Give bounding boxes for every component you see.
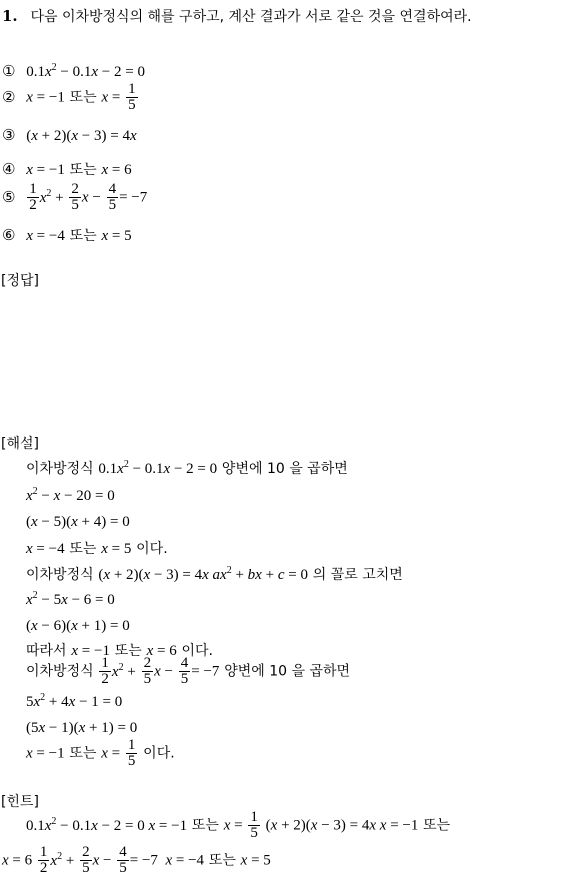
hint-line-1: $0.1x^2 - 0.1x - 2 = 0$ x = −1 또는 x = $\frac{1}{5}$ (x + 2)(x − 3) = 4x x = −1 또는 <box>26 809 451 841</box>
problem-header <box>2 6 472 27</box>
hint-line-2: x = 6 $\frac{1}{2}$ $x^2$ + $\frac{2}{5}$ x − $\frac{4}{5}$ = −7 x = −4 또는 x = 5 <box>2 844 271 876</box>
sol-line-12: x = −1 또는 x = $\frac{1}{5}$ 이다. <box>26 737 175 769</box>
sol-line-10: $5x^2 + 4x - 1 = 0$ <box>26 692 123 710</box>
sol-line-9: 이차방정식 $\frac{1}{2}$ $x^2$ + $\frac{2}{5}$ x − $\frac{4}{5}$ = −7 양변에 10 을 곱하면 <box>26 655 351 687</box>
choice-5: ⑤ $\frac{1}{2}$ $x^2$ + $\frac{2}{5}$ x − $\frac{4}{5}$ = −7 <box>2 181 148 213</box>
sol-line-6: $x^2 - 5x - 6 = 0$ <box>26 590 115 608</box>
sol-line-7: (x − 6)(x + 1) = 0 <box>26 618 130 634</box>
problem-number: 1. <box>2 7 18 25</box>
sol-line-3: (x − 5)(x + 4) = 0 <box>26 514 130 530</box>
choice-4: ④ x = −1 또는 x = 6 <box>2 160 132 178</box>
sol-line-2: $x^2 - x - 20 = 0$ <box>26 486 115 504</box>
problem-text: 다음 이차방정식의 해를 구하고, 계산 결과가 서로 같은 것을 연결하여라. <box>30 9 472 25</box>
sol-line-1: 이차방정식 $0.1x^2 - 0.1x - 2 = 0$ 양변에 10 을 곱하면 <box>26 459 348 477</box>
hint-label: [힌트] <box>1 794 39 810</box>
sol-line-5: 이차방정식 (x + 2)(x − 3) = 4x $ax^2$ + bx + c = 0 의 꼴로 고치면 <box>26 565 403 583</box>
sol-line-4: x = −4 또는 x = 5 이다. <box>26 541 168 557</box>
sol-line-11: (5x − 1)(x + 1) = 0 <box>26 720 138 736</box>
choice-6: ⑥ x = −4 또는 x = 5 <box>2 226 132 244</box>
solution-label: [해설] <box>1 436 39 452</box>
answer-label: [정답] <box>1 273 39 289</box>
choice-2: ② x = −1 또는 x = $\frac{1}{5}$ <box>2 81 136 113</box>
choice-3: ③ (x + 2)(x − 3) = 4x <box>2 126 137 144</box>
choice-1: ① $0.1x^2 - 0.1x - 2 = 0$ <box>2 62 145 80</box>
sol-line-8: 따라서 x = −1 또는 x = 6 이다. <box>26 643 213 659</box>
